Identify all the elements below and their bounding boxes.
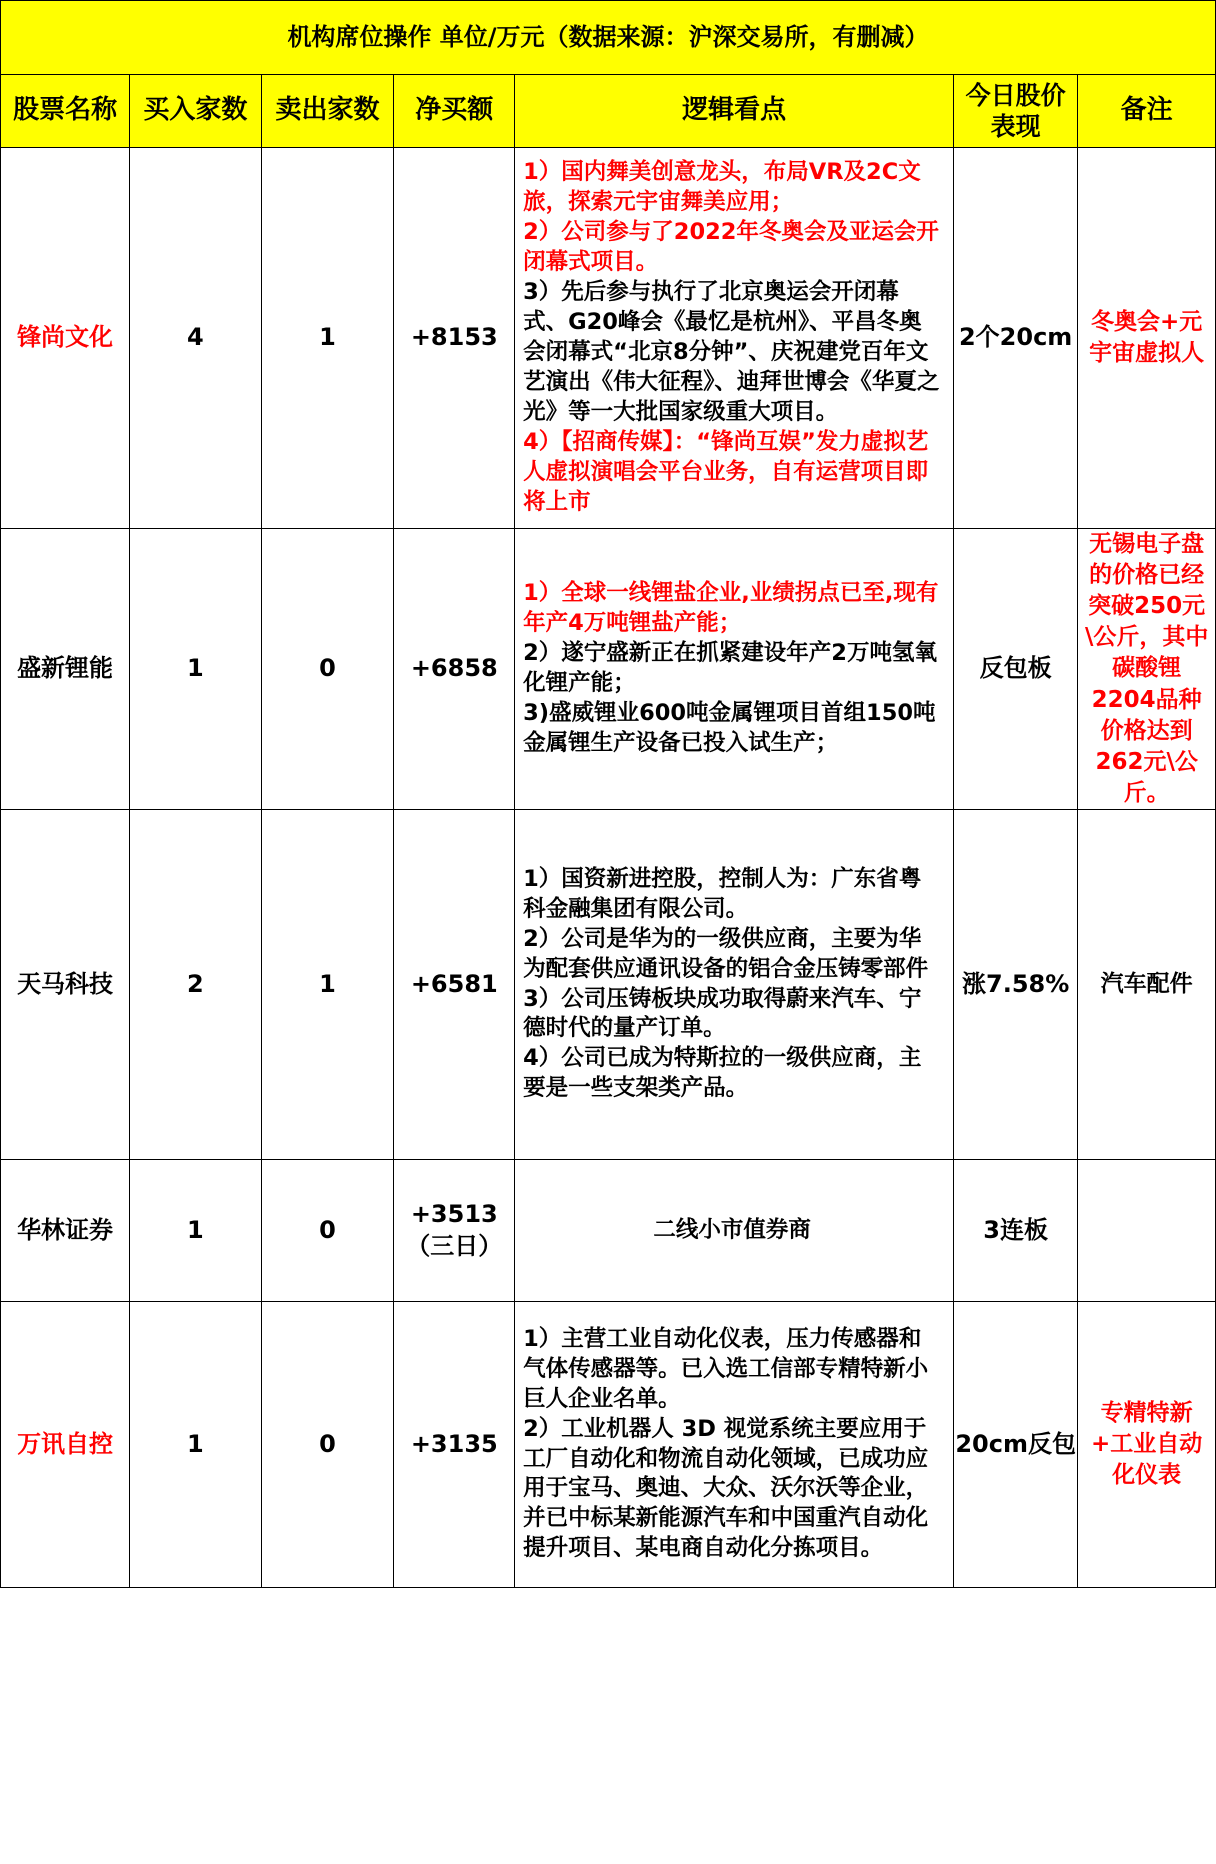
table-row (1, 1160, 1216, 1302)
price-performance: 20cm反包 (953, 1302, 1077, 1588)
price-performance: 3连板 (953, 1160, 1077, 1302)
table-row (1, 148, 1216, 529)
logic-point: 2）遂宁盛新正在抓紧建设年产2万吨氢氧化锂产能； (523, 640, 937, 696)
note: 汽车配件 (1078, 810, 1216, 1160)
price-performance: 涨7.58% (953, 810, 1077, 1160)
logic-point: 4）公司已成为特斯拉的一级供应商，主要是一些支架类产品。 (523, 1045, 922, 1102)
buy-count: 2 (130, 810, 262, 1160)
sell-count: 1 (261, 810, 394, 1160)
logic-point: 2）公司是华为的一级供应商，主要为华为配套供应通讯设备的铝合金压铸零部件 (523, 925, 929, 982)
logic-point: 2）公司参与了2022年冬奥会及亚运会开闭幕式项目。 (523, 219, 939, 276)
net-buy: +6581 (394, 810, 515, 1160)
title-row (1, 1, 1216, 75)
note: 无锡电子盘的价格已经突破250元\公斤，其中碳酸锂2204品种价格达到262元\公斤。 (1078, 529, 1216, 810)
stock-name: 华林证券 (1, 1160, 130, 1302)
buy-count: 1 (130, 1302, 262, 1588)
note: 专精特新+工业自动化仪表 (1078, 1302, 1216, 1588)
stock-name: 盛新锂能 (1, 529, 130, 810)
logic-points (515, 1302, 954, 1588)
sell-count: 0 (261, 1160, 394, 1302)
table-row (1, 810, 1216, 1160)
note (1078, 1160, 1216, 1302)
net-buy: +3135 (394, 1302, 515, 1588)
logic-point: 4）【招商传媒】：“锋尚互娱”发力虚拟艺人虚拟演唱会平台业务，自有运营项目即将上市 (523, 428, 929, 515)
note: 冬奥会+元宇宙虚拟人 (1078, 148, 1216, 529)
buy-count: 4 (130, 148, 262, 529)
table-row (1, 1302, 1216, 1588)
header-performance-line1: 今日股价 (965, 80, 1066, 110)
logic-points (515, 810, 954, 1160)
price-performance: 反包板 (953, 529, 1077, 810)
stock-name: 万讯自控 (1, 1302, 130, 1588)
table-title: 机构席位操作 单位/万元（数据来源：沪深交易所，有删减） (1, 1, 1216, 75)
logic-point: 二线小市值券商 (653, 1216, 811, 1243)
header-performance-line2: 表现 (990, 112, 1041, 141)
buy-count: 1 (130, 529, 262, 810)
logic-point: 1）主营工业自动化仪表，压力传感器和气体传感器等。已入选工信部专精特新小巨人企业名单。 (523, 1325, 929, 1412)
logic-points (515, 529, 954, 810)
logic-points (515, 1160, 954, 1302)
logic-point: 1）全球一线锂盐企业,业绩拐点已至,现有年产4万吨锂盐产能； (523, 580, 939, 637)
sell-count: 0 (261, 1302, 394, 1588)
sell-count: 0 (261, 529, 394, 810)
logic-point: 3）先后参与执行了北京奥运会开闭幕式、G20峰会《最忆是杭州》、平昌冬奥会闭幕式“北京8分钟”、庆祝建党百年文艺演出《伟大征程》、迪拜世博会《华夏之光》等一大批国家级重大项目。 (523, 279, 940, 425)
header-note: 备注 (1078, 75, 1216, 148)
net-buy-period: （三日） (406, 1231, 503, 1260)
net-buy-value: +3513 (410, 1200, 498, 1229)
header-stock-name: 股票名称 (1, 75, 130, 148)
header-logic: 逻辑看点 (515, 75, 954, 148)
net-buy: +8153 (394, 148, 515, 529)
logic-point: 1）国资新进控股，控制人为：广东省粤科金融集团有限公司。 (523, 865, 922, 922)
price-performance: 2个20cm (953, 148, 1077, 529)
logic-points (515, 148, 954, 529)
net-buy: +6858 (394, 529, 515, 810)
header-buy-count: 买入家数 (130, 75, 262, 148)
logic-point: 3)盛威锂业600吨金属锂项目首组150吨金属锂生产设备已投入试生产； (523, 699, 936, 756)
stock-name: 天马科技 (1, 810, 130, 1160)
header-row (1, 75, 1216, 148)
header-net-buy: 净买额 (394, 75, 515, 148)
buy-count: 1 (130, 1160, 262, 1302)
sell-count: 1 (261, 148, 394, 529)
stock-name: 锋尚文化 (1, 148, 130, 529)
logic-point: 3）公司压铸板块成功取得蔚来汽车、宁德时代的量产订单。 (523, 985, 922, 1042)
header-sell-count: 卖出家数 (261, 75, 394, 148)
logic-point: 1）国内舞美创意龙头，布局VR及2C文旅，探索元宇宙舞美应用； (523, 159, 921, 216)
net-buy (394, 1160, 515, 1302)
table-row (1, 529, 1216, 810)
header-performance (953, 75, 1077, 148)
logic-point: 2）工业机器人 3D 视觉系统主要应用于工厂自动化和物流自动化领域，已成功应用于宝马、奥迪、大众、沃尔沃等企业，并已中标某新能源汽车和中国重汽自动化提升项目、某电商自动化分拣项目。 (523, 1415, 929, 1562)
